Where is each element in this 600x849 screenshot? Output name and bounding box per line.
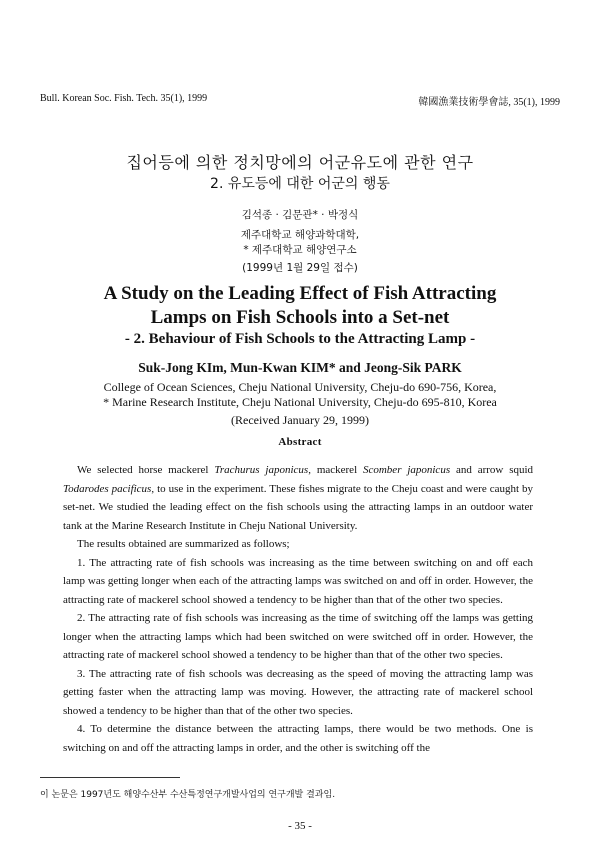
english-title-line-2: Lamps on Fish Schools into a Set-net [150,307,450,328]
english-affiliation-1: College of Ocean Sciences, Cheju National University, Cheju-do 690-756, Korea, [103,380,497,394]
english-affiliation-2: * Marine Research Institute, Cheju National University, Cheju-do 695-810, Korea [103,395,497,409]
abstract-paragraph-6: 4. To determine the distance between the attracting lamps, there would be two methods. One is switching on and off the attracting lamps in order, and the other is switching off the [63,723,533,754]
journal-citation-en: Bull. Korean Soc. Fish. Tech. 35(1), 1999 [40,93,208,104]
abstract-paragraph-5: 3. The attracting rate of fish schools was decreasing as the speed of moving the attracting lamp was getting faster when the attracting lamp was moving. However, the attracting rate of mackerel school showed a tendency to be higher than that of the other two species. [63,667,533,717]
abstract-paragraph-3: 1. The attracting rate of fish schools was increasing as the time between switching on and off each lamp was getting longer when each of the attracting lamps was switched on and off in order. However, the attracting rate of mackerel school showed a tendency to be higher than that of the other two species. [63,556,533,606]
english-title-line-1: A Study on the Leading Effect of Fish Attracting [103,283,497,304]
korean-authors: 김석종 · 김문관* · 박정식 [241,209,359,221]
abstract-paragraph-2: The results obtained are summarized as follows; [77,538,290,550]
korean-affiliation-1: 제주대학교 해양과학대학, [240,229,360,241]
english-authors: Suk-Jong KIm, Mun-Kwan KIM* and Jeong-Sik PARK [138,360,462,375]
text-run: , mackerel [308,464,363,476]
species-name: Todarodes pacificus [63,482,152,495]
text-run: , to use in the experiment. These fishes migrate to the Cheju coast and were caught by set-net. We studied the leading effect on the fish schools using the attracting lamps in an outdoor water tank at the Marine Research Institute in Cheju National University. [63,482,533,532]
journal-citation-ko: 韓國漁業技術學會誌, 35(1), 1999 [418,97,560,108]
abstract-paragraph-4: 2. The attracting rate of fish schools was increasing as the time of switching off the lamps was getting longer when the attracting lamps which had been switched on were switched off in order. However, the attracting rate of mackerel school showed a tendency to be higher than that of the other two species. [63,612,533,661]
species-name: Trachurus japonicus [214,464,309,476]
text-run: and arrow squid [450,464,534,476]
korean-title: 집어등에 의한 정치망에의 어군유도에 관한 연구 [126,153,474,172]
abstract-body [63,461,533,757]
text-run: We selected horse mackerel [77,464,215,476]
korean-affiliation-2: * 제주대학교 해양연구소 [243,244,357,256]
abstract-heading: Abstract [278,436,322,448]
footnote-divider [40,777,180,778]
korean-received-date: (1999년 1월 29일 접수) [242,262,358,274]
footnote: 이 논문은 1997년도 해양수산부 수산특정연구개발사업의 연구개발 결과임. [40,790,336,800]
abstract-paragraph-1 [63,461,533,535]
english-received-date: (Received January 29, 1999) [231,413,369,427]
species-name: Scomber japonicus [362,464,451,476]
page-number: - 35 - [288,820,312,832]
korean-subtitle: 2. 유도등에 대한 어군의 행동 [210,176,390,192]
english-subtitle: - 2. Behaviour of Fish Schools to the Attracting Lamp - [124,331,476,347]
